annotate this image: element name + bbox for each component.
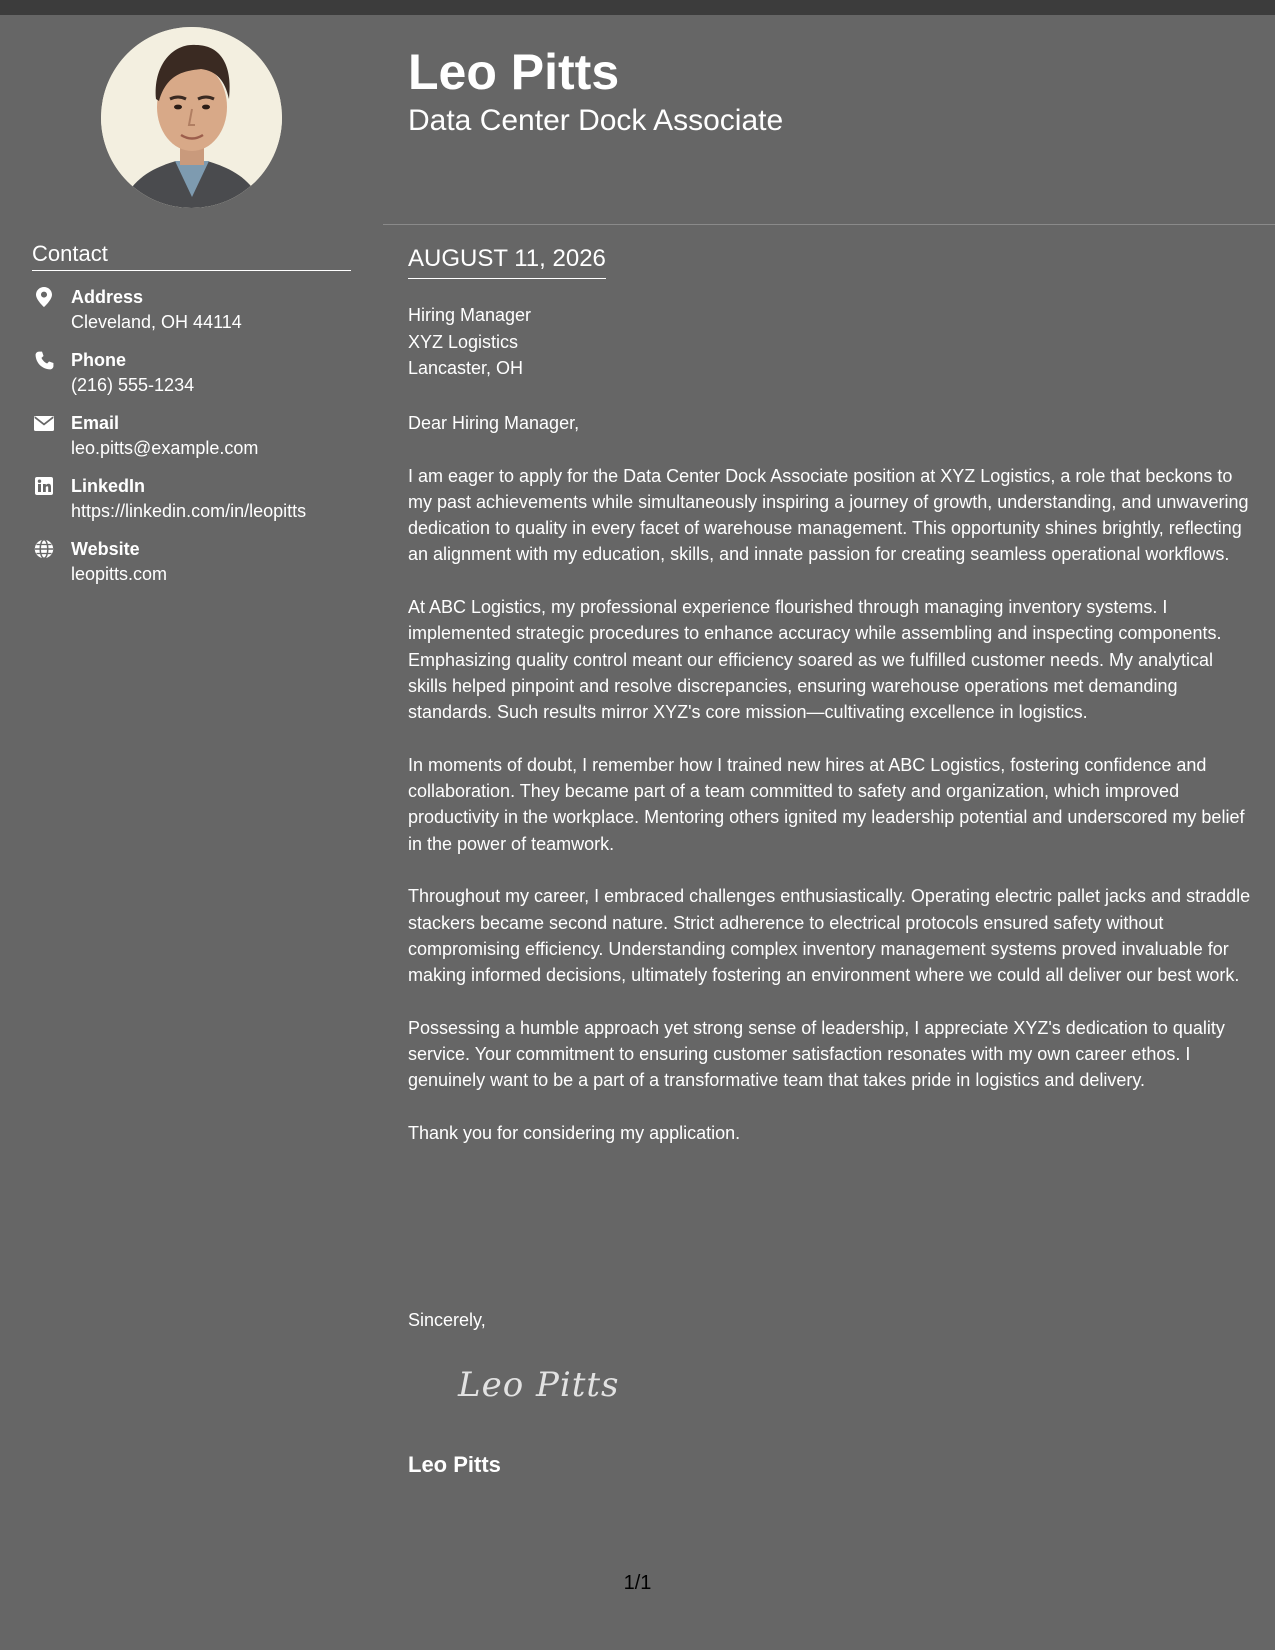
envelope-icon	[32, 413, 56, 433]
globe-icon	[32, 539, 56, 559]
contact-value[interactable]: https://linkedin.com/in/leopitts	[71, 501, 307, 521]
phone-icon	[32, 350, 56, 370]
linkedin-icon	[32, 476, 56, 496]
contact-label: Address	[71, 287, 144, 307]
handwritten-signature: Leo Pitts	[458, 1365, 620, 1405]
body-paragraph: Throughout my career, I embraced challenges enthusiastically. Operating electric pallet jacks and straddle stackers became second nature. Strict adherence to electrical protocols ensured safety without compromising efficiency. Understanding complex inventory management systems proved invaluable for making informed decisions, ultimately fostering an environment where we could all deliver our best work.	[408, 886, 1251, 986]
contact-value[interactable]: leopitts.com	[71, 564, 168, 584]
recipient-line: XYZ Logistics	[408, 331, 519, 352]
contact-heading: Contact	[32, 240, 351, 271]
body-paragraph: In moments of doubt, I remember how I trained new hires at ABC Logistics, fostering confidence and collaboration. They became part of a team committed to safety and organization, which improved productivity in the workplace. Mentoring others ignited my leadership potential and underscored my belief in the power of teamwork.	[408, 754, 1245, 854]
contact-item-website	[32, 537, 362, 600]
body-paragraph: At ABC Logistics, my professional experience flourished through managing inventory systems. I implemented strategic procedures to enhance accuracy while assembling and inspecting components. Emphasizing quality control meant our efficiency soared as we fulfilled customer needs. My analytical skills helped pinpoint and resolve discrepancies, ensuring warehouse operations met demanding standards. Such results mirror XYZ's core mission—cultivating excellence in logistics.	[408, 597, 1222, 723]
recipient-block	[408, 302, 531, 382]
body-paragraph: I am eager to apply for the Data Center Dock Associate position at XYZ Logistics, a role that beckons to my past achievements while simultaneously inspiring a journey of growth, understanding, and unwavering dedication to quality in every facet of warehouse management. This opportunity shines brightly, reflecting an alignment with my education, skills, and innate passion for creating seamless operational workflows.	[408, 465, 1249, 565]
contact-label: LinkedIn	[71, 476, 146, 496]
job-title: Data Center Dock Associate	[408, 104, 784, 137]
letter-date: AUGUST 11, 2026	[408, 244, 606, 279]
contact-item-phone	[32, 348, 362, 411]
closing: Sincerely,	[408, 1310, 486, 1330]
contact-value: Cleveland, OH 44114	[71, 312, 242, 332]
contact-item-linkedin	[32, 474, 362, 537]
applicant-name: Leo Pitts	[408, 44, 620, 100]
profile-photo	[101, 27, 282, 208]
recipient-line: Lancaster, OH	[408, 358, 524, 378]
recipient-line: Hiring Manager	[408, 305, 532, 325]
contact-label: Email	[71, 413, 120, 433]
contact-label: Website	[71, 539, 140, 559]
page-number: 1/1	[623, 1572, 652, 1594]
contact-item-address	[32, 285, 362, 348]
salutation: Dear Hiring Manager,	[408, 413, 580, 433]
contact-label: Phone	[71, 350, 127, 370]
contact-list	[32, 285, 362, 600]
contact-item-email	[32, 411, 362, 474]
contact-value: leo.pitts@example.com	[71, 438, 259, 458]
typed-name: Leo Pitts	[408, 1452, 501, 1477]
contact-value: (216) 555-1234	[71, 375, 195, 395]
letter-body	[408, 410, 1252, 1173]
body-paragraph: Possessing a humble approach yet strong sense of leadership, I appreciate XYZ's dedication to quality service. Your commitment to ensuring customer satisfaction resonates with my own career ethos. I genuinely want to be a part of a transformative team that takes pride in logistics and delivery.	[408, 1017, 1225, 1091]
map-pin-icon	[32, 287, 56, 307]
body-paragraph: Thank you for considering my application.	[408, 1123, 741, 1144]
header-divider	[383, 224, 1275, 225]
top-bar	[0, 0, 1275, 15]
